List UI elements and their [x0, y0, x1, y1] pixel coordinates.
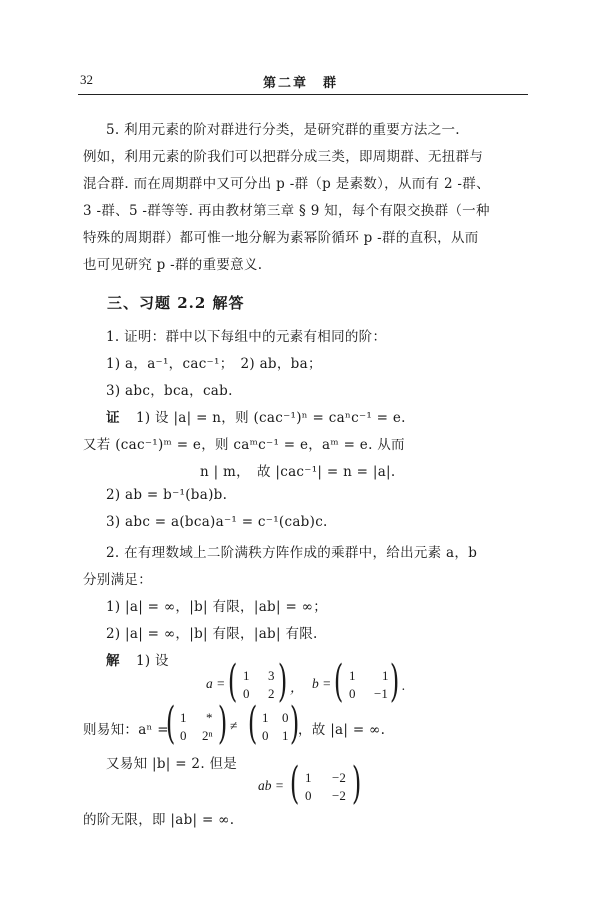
- exercise-2-condition: 1) |a| = ∞，|b| 有限，|ab| = ∞；: [106, 599, 327, 615]
- matrix-cell: −2: [332, 788, 346, 803]
- exercise-2-statement: 分别满足：: [83, 572, 152, 588]
- matrix-cell: 1: [262, 710, 269, 725]
- proof-line: 2) ab = b⁻¹(ba)b.: [106, 487, 228, 503]
- running-head: 第二章 群: [263, 76, 339, 91]
- matrix-cell: *: [206, 710, 213, 725]
- not-equal-sign: ≠: [230, 718, 238, 733]
- easy-line-2: 又易知 |b| = 2. 但是: [106, 756, 238, 772]
- matrix-cell: 3: [268, 668, 275, 683]
- solution-label: 解: [106, 653, 120, 669]
- matrix-end: .: [402, 678, 406, 693]
- matrix-ab: ( 1 −2 0 −2 ): [289, 758, 362, 809]
- matrix-b-label: b =: [312, 676, 332, 691]
- proof-line: n | m， 故 |cac⁻¹| = n = |a|.: [200, 464, 396, 480]
- matrix-cell: 0: [262, 728, 269, 743]
- matrix-cell: 1: [243, 668, 250, 683]
- matrix-cell: 1: [349, 668, 356, 683]
- matrix-cell: 2ⁿ: [202, 728, 213, 743]
- para5-line: 也可见研究 p -群的重要意义.: [83, 257, 263, 273]
- exercise-1-statement: 1. 证明：群中以下每组中的元素有相同的阶：: [106, 329, 387, 345]
- matrix-b: ( 1 1 0 −1 ): [333, 656, 400, 707]
- matrix-cell: 1: [305, 770, 312, 785]
- para5-line: 混合群. 而在周期群中又可分出 p -群（p 是素数），从而有 2 -群、: [83, 176, 490, 192]
- para5-line: 3 -群、5 -群等等. 再由教材第三章 § 9 知，每个有限交换群（一种: [83, 203, 490, 219]
- matrix-a: ( 1 3 0 2 ): [227, 656, 288, 707]
- matrix-cell: 0: [305, 788, 312, 803]
- matrix-cell: 0: [349, 686, 356, 701]
- easy-line-prefix: 则易知：aⁿ =: [83, 722, 169, 738]
- matrix-cell: −1: [374, 686, 388, 701]
- proof-label: 证: [106, 410, 120, 426]
- matrix-cell: 0: [282, 710, 289, 725]
- matrix-cell: 1: [382, 668, 389, 683]
- exercise-2-statement: 2. 在有理数域上二阶满秩方阵作成的乘群中，给出元素 a，b: [106, 545, 478, 561]
- matrix-a-label: a =: [206, 676, 226, 691]
- proof-line: 1) 设 |a| = n，则 (cac⁻¹)ⁿ = caⁿc⁻¹ = e.: [136, 410, 406, 426]
- header-rule: [78, 94, 528, 95]
- matrix-cell: 1: [180, 710, 187, 725]
- matrix-cell: 2: [268, 686, 275, 701]
- matrix-a-power: ( 1 * 0 2ⁿ ): [165, 698, 228, 749]
- page-number: 32: [80, 72, 93, 87]
- para5-line: 特殊的周期群）都可惟一地分解为素幂阶循环 p -群的直积，从而: [83, 230, 479, 246]
- matrix-cell: 0: [180, 728, 187, 743]
- identity-matrix: ( 1 0 0 1 ): [247, 698, 300, 749]
- easy-line-suffix: ，故 |a| = ∞.: [298, 722, 386, 738]
- exercise-1-item-3: 3) abc，bca，cab.: [106, 383, 233, 399]
- exercise-1-items: 1) a，a⁻¹，cac⁻¹； 2) ab，ba；: [106, 356, 322, 372]
- proof-line: 又若 (cac⁻¹)ᵐ = e，则 caᵐc⁻¹ = e，aᵐ = e. 从而: [83, 437, 405, 453]
- matrix-cell: 1: [282, 728, 289, 743]
- matrix-cell: −2: [332, 770, 346, 785]
- proof-line: 3) abc = a(bca)a⁻¹ = c⁻¹(cab)c.: [106, 514, 328, 530]
- solution-line: 1) 设: [136, 653, 169, 669]
- conclusion-line: 的阶无限，即 |ab| = ∞.: [83, 812, 235, 828]
- para5-line: 例如，利用元素的阶我们可以把群分成三类，即周期群、无扭群与: [83, 149, 484, 165]
- para5-line: 5. 利用元素的阶对群进行分类，是研究群的重要方法之一.: [106, 122, 460, 138]
- matrix-ab-label: ab =: [258, 778, 284, 793]
- section-title: 三、习题 2.2 解答: [107, 294, 245, 312]
- matrix-cell: 0: [243, 686, 250, 701]
- exercise-2-condition: 2) |a| = ∞，|b| 有限，|ab| 有限.: [106, 626, 318, 642]
- matrix-sep: ，: [290, 680, 304, 695]
